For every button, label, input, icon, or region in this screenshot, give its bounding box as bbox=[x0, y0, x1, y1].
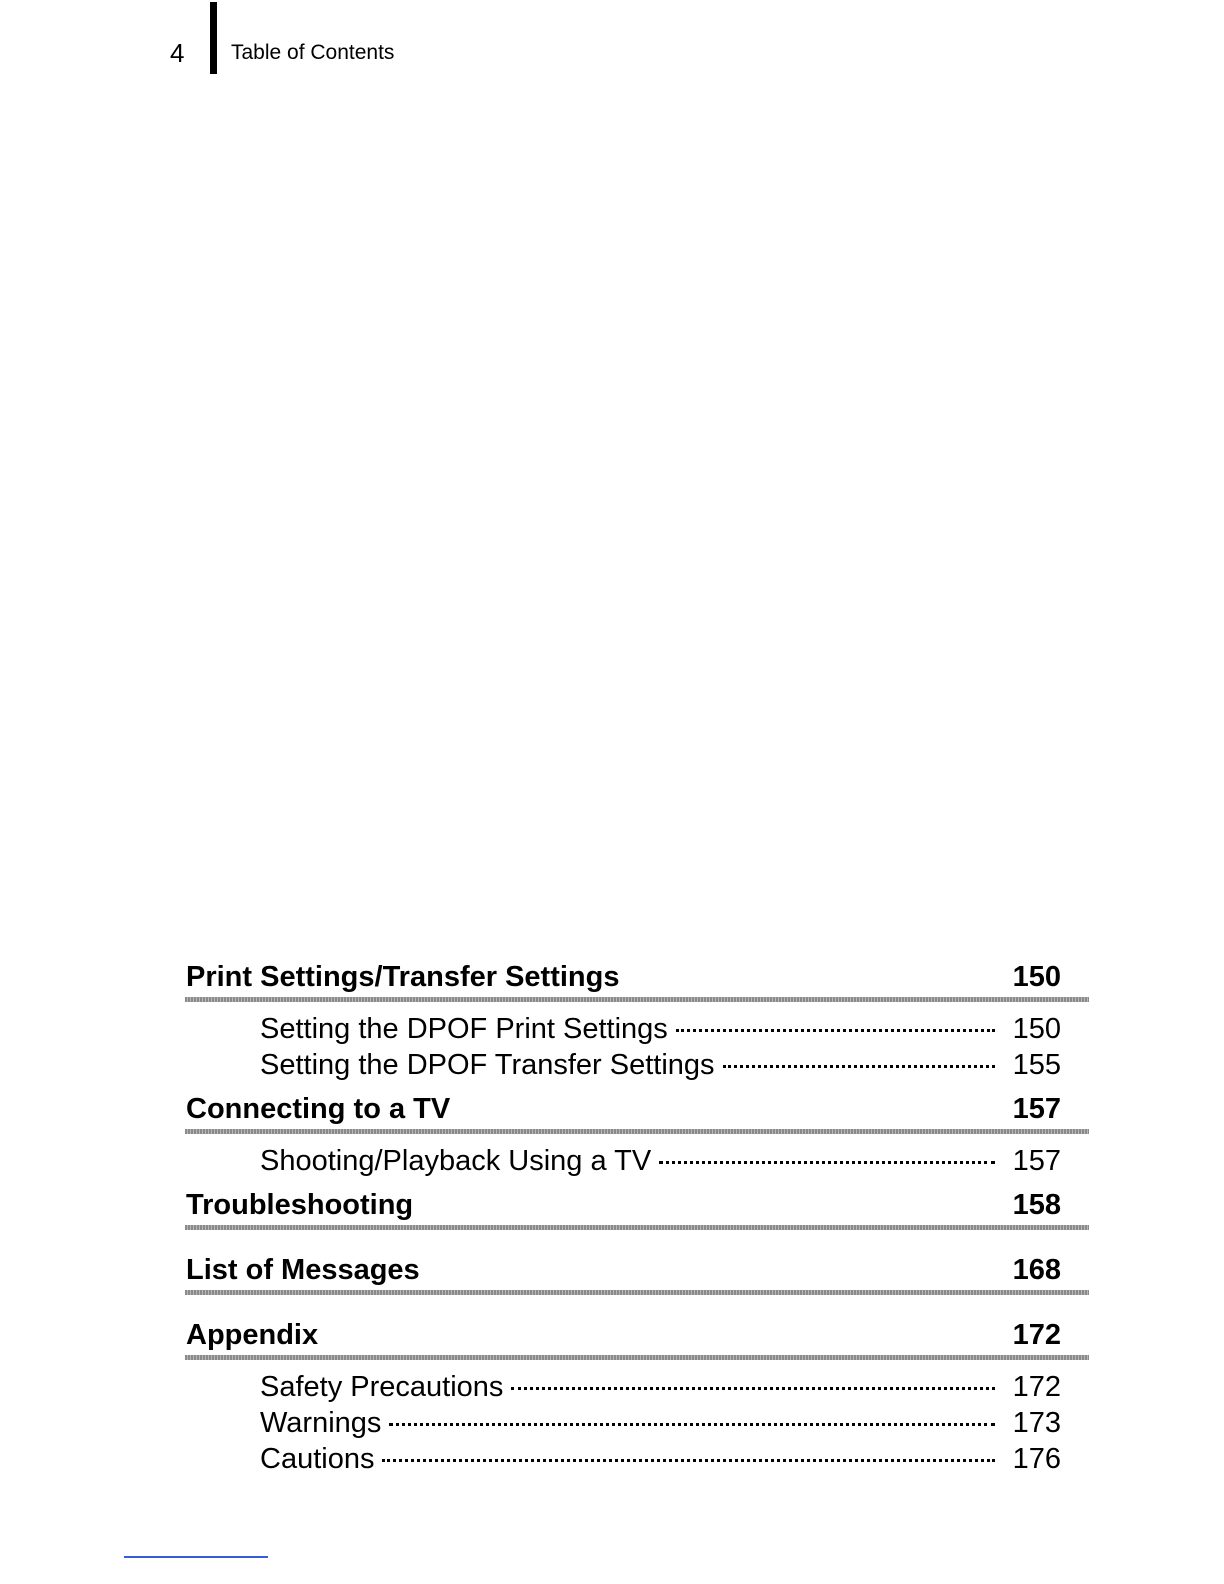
toc-entry-page: 172 bbox=[1012, 1371, 1061, 1403]
toc-section-title: Troubleshooting bbox=[186, 1189, 414, 1221]
dot-leader bbox=[382, 1459, 994, 1462]
toc-entries bbox=[185, 1134, 1089, 1179]
toc-section-page: 168 bbox=[1012, 1254, 1061, 1286]
toc-entries bbox=[185, 1360, 1089, 1477]
toc-entry[interactable] bbox=[185, 1143, 1089, 1179]
running-title: Table of Contents bbox=[231, 41, 395, 64]
toc-entry-label: Setting the DPOF Transfer Settings bbox=[260, 1049, 715, 1081]
toc-section-page: 157 bbox=[1012, 1093, 1061, 1125]
footer-link-underline bbox=[124, 1556, 268, 1558]
toc-section-heading[interactable] bbox=[185, 1185, 1089, 1223]
page-header bbox=[0, 0, 1224, 80]
dot-leader bbox=[723, 1065, 995, 1068]
dot-leader bbox=[676, 1029, 995, 1032]
header-divider-bar bbox=[210, 2, 217, 74]
dot-leader bbox=[511, 1387, 994, 1390]
toc-entry-page: 157 bbox=[1012, 1145, 1061, 1177]
toc-section bbox=[185, 957, 1089, 1083]
toc-entry-page: 150 bbox=[1012, 1013, 1061, 1045]
table-of-contents bbox=[185, 957, 1089, 1477]
toc-entry-page: 155 bbox=[1012, 1049, 1061, 1081]
toc-section-page: 150 bbox=[1012, 961, 1061, 993]
toc-entry[interactable] bbox=[185, 1047, 1089, 1083]
dot-leader bbox=[659, 1161, 994, 1164]
toc-section bbox=[185, 1185, 1089, 1230]
toc-section-heading[interactable] bbox=[185, 1315, 1089, 1353]
toc-section-heading[interactable] bbox=[185, 957, 1089, 995]
toc-entry[interactable] bbox=[185, 1011, 1089, 1047]
toc-section bbox=[185, 1315, 1089, 1477]
toc-section-title: Appendix bbox=[186, 1319, 319, 1351]
toc-section-title: Print Settings/Transfer Settings bbox=[186, 961, 620, 993]
toc-entry-page: 173 bbox=[1012, 1407, 1061, 1439]
toc-section bbox=[185, 1089, 1089, 1179]
toc-entries bbox=[185, 1002, 1089, 1083]
dot-leader bbox=[389, 1423, 994, 1426]
toc-section-title: Connecting to a TV bbox=[186, 1093, 451, 1125]
page-number: 4 bbox=[170, 38, 185, 68]
toc-entry-label: Warnings bbox=[260, 1407, 382, 1439]
toc-section-heading[interactable] bbox=[185, 1250, 1089, 1288]
toc-entry[interactable] bbox=[185, 1405, 1089, 1441]
toc-entry-label: Cautions bbox=[260, 1443, 375, 1475]
toc-section-page: 172 bbox=[1012, 1319, 1061, 1351]
toc-entry[interactable] bbox=[185, 1441, 1089, 1477]
toc-section-heading[interactable] bbox=[185, 1089, 1089, 1127]
toc-entry[interactable] bbox=[185, 1369, 1089, 1405]
toc-entry-label: Shooting/Playback Using a TV bbox=[260, 1145, 652, 1177]
toc-entry-label: Safety Precautions bbox=[260, 1371, 504, 1403]
toc-entry-page: 176 bbox=[1012, 1443, 1061, 1475]
toc-section-page: 158 bbox=[1012, 1189, 1061, 1221]
toc-section bbox=[185, 1250, 1089, 1295]
toc-section-title: List of Messages bbox=[186, 1254, 420, 1286]
toc-entry-label: Setting the DPOF Print Settings bbox=[260, 1013, 668, 1045]
